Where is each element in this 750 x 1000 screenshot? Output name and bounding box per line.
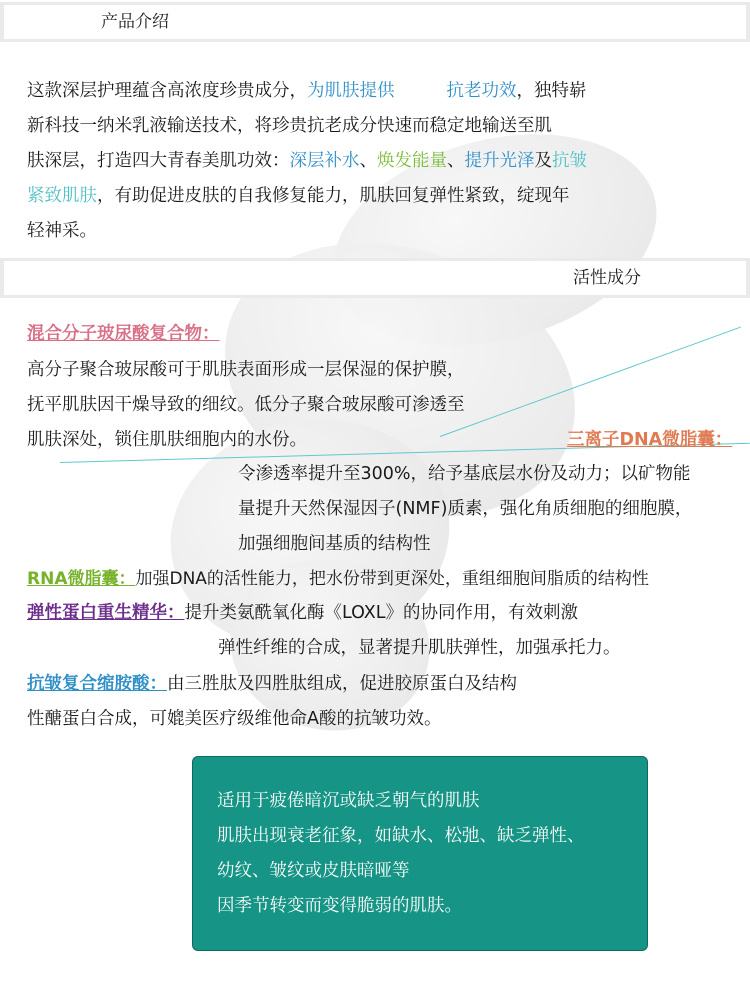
intro-text: 、 [447, 151, 465, 171]
rna-text: 加强DNA的活性能力，把水份带到更深处，重组细胞间脂质的结构性 [135, 569, 649, 589]
intro-text: ，独特崭 [516, 81, 587, 101]
intro-line-5 [27, 215, 97, 247]
dna-text: 量提升天然保湿因子(NMF)质素，强化角质细胞的细胞膜， [238, 499, 693, 519]
intro-text: ，有助促进皮肤的自我修复能力，肌肤回复弹性紧致，绽现年 [97, 186, 570, 206]
ingredient-ha-line-2 [27, 389, 465, 421]
ha-title-text: 混合分子玻尿酸复合物： [27, 324, 220, 344]
intro-text: 、 [359, 151, 377, 171]
intro-line-2 [27, 110, 552, 142]
elastin-text: 弹性纤维的合成，显著提升肌肤弹性，加强承托力。 [218, 638, 621, 658]
elastin-title-text: 弹性蛋白重生精华： [27, 603, 185, 623]
highlight-energy: 焕发能量 [377, 151, 447, 171]
section-title-intro: 产品介绍 [101, 12, 169, 32]
intro-text: 新科技一纳米乳液输送技术，将珍贵抗老成分快速而稳定地输送至肌 [27, 116, 552, 136]
section-title-active: 活性成分 [573, 268, 641, 288]
intro-line-3 [27, 145, 587, 177]
elastin-text: 提升类氨酰氧化酶《LOXL》的协同作用，有效刺激 [184, 603, 579, 623]
highlight-radiance: 提升光泽 [464, 151, 535, 171]
suitable-item: 幼纹、皱纹或皮肤暗哑等 [217, 861, 410, 881]
dna-text: 加强细胞间基质的结构性 [238, 534, 431, 554]
ha-text: 抚平肌肤因干燥导致的细纹。低分子聚合玻尿酸可渗透至 [27, 395, 465, 415]
intro-line-1 [27, 75, 587, 107]
suitable-item: 因季节转变而变得脆弱的肌肤。 [217, 896, 462, 916]
ingredient-elastin-line-2 [218, 632, 621, 664]
highlight-anti-wrinkle: 抗皱 [552, 151, 587, 171]
ingredient-ha-line-1 [27, 354, 465, 386]
dna-text: 令渗透率提升至300%，给予基底层水份及动力；以矿物能 [238, 464, 691, 484]
ingredient-elastin [27, 597, 578, 629]
section-header-intro [0, 2, 750, 42]
intro-text: 肤深层，打造四大青春美肌功效： [27, 151, 290, 171]
ingredient-dna-title [567, 424, 732, 456]
dna-title-text: 三离子DNA微脂囊： [567, 430, 733, 450]
ingredient-dna-line-2 [238, 493, 692, 525]
suitable-item: 适用于疲倦暗沉或缺乏朝气的肌肤 [217, 791, 480, 811]
ingredient-peptide [27, 668, 517, 700]
highlight-anti-aging: 抗老功效 [446, 81, 517, 101]
suitable-item: 肌肤出现衰老征象，如缺水、松弛、缺乏弹性、 [217, 826, 585, 846]
ingredient-ha-title [27, 318, 220, 350]
intro-text: 及 [534, 151, 552, 171]
ingredient-ha-line-3 [27, 424, 307, 456]
highlight-deep-hydration: 深层补水 [289, 151, 360, 171]
intro-line-4 [27, 180, 570, 212]
ingredient-dna-line-1 [238, 458, 691, 490]
highlight-firming: 紧致肌肤 [27, 186, 97, 206]
section-header-active [0, 258, 750, 298]
ha-text: 肌肤深处，锁住肌肤细胞内的水份。 [27, 430, 307, 450]
rna-title-text: RNA微脂囊： [27, 569, 136, 589]
suitable-for-box [192, 756, 648, 951]
intro-text: 轻神采。 [27, 221, 97, 241]
highlight-skin-provide: 为肌肤提供 [307, 81, 395, 101]
peptide-text: 性醣蛋白合成，可媲美医疗级维他命A酸的抗皱功效。 [27, 709, 442, 729]
peptide-text: 由三胜肽及四胜肽组成，促进胶原蛋白及结构 [167, 674, 517, 694]
ingredient-peptide-line-2 [27, 703, 441, 735]
intro-text: 这款深层护理蕴含高浓度珍贵成分， [27, 81, 307, 101]
ha-text: 高分子聚合玻尿酸可于肌肤表面形成一层保湿的保护膜， [27, 360, 465, 380]
ingredient-dna-line-3 [238, 528, 431, 560]
peptide-title-text: 抗皱复合缩胺酸： [27, 674, 167, 694]
ingredient-rna [27, 563, 649, 595]
